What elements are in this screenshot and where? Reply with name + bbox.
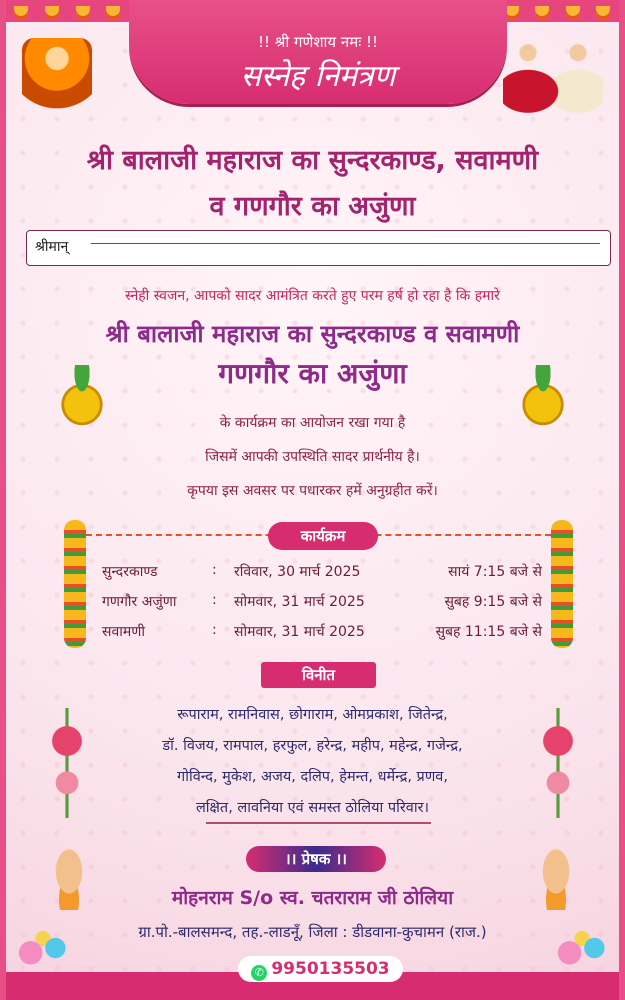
divider [206,822,431,824]
header-title: सस्नेह निमंत्रण [240,59,396,94]
marigold-garland [551,520,573,648]
program-date: सोमवार, 31 मार्च 2025 [234,624,365,640]
family-names [66,700,559,824]
names-line: डॉ. विजय, रामपाल, हरफुल, हरेन्द्र, महीप, महेन्द्र, गजेन्द्र, [162,738,463,754]
names-line: गोविन्द, मुकेश, अजय, दलिप, हेमन्त, धर्मेन्द्र, प्रणव, [177,769,448,785]
program-colon: : [212,622,217,638]
main-title [6,138,619,230]
whatsapp-icon: ✆ [251,965,267,981]
corner-flowers [551,924,613,972]
phone-number: 9950135503 [271,959,390,979]
program-time: सुबह 9:15 बजे से [444,594,542,610]
recipient-line [91,243,600,244]
vineet-heading: विनीत [261,662,376,688]
program-time: सायं 7:15 बजे से [448,564,542,580]
program-colon: : [212,592,217,608]
phone-contact[interactable] [238,956,403,982]
recipient-field[interactable] [26,230,611,266]
program-date: रविवार, 30 मार्च 2025 [234,564,361,580]
gangaur-couple-image [503,38,603,120]
recipient-label: श्रीमान् [35,239,69,255]
program-name: सवामणी [102,624,145,640]
program-name: सुन्दरकाण्ड [102,564,158,580]
sender-heading: ।। प्रेषक ।। [246,846,386,872]
hanuman-image [22,38,92,120]
program-colon: : [212,562,217,578]
sender-address: ग्रा.पो.-बालसमन्द, तह.-लाडनूँ, जिला : डीडवाना-कुचामन (राज.) [138,923,487,941]
invocation-text: !! श्री गणेशाय नमः !! [257,33,379,51]
names-line: लक्षित, लावनिया एवं समस्त ठोलिया परिवार। [195,800,430,816]
names-line: रूपाराम, रामनिवास, छोगाराम, ओमप्रकाश, जितेन्द्र, [177,707,448,723]
corner-flowers [12,924,74,972]
invitation-body [6,406,619,508]
program-name: गणगौर अजुंणा [102,594,177,610]
body-line: कृपया इस अवसर पर पधारकर हमें अनुग्रहीत करें। [187,483,438,499]
marigold-garland [64,520,86,648]
intro-text: स्नेही स्वजन, आपको सादर आमंत्रित करते हुए परम हर्ष हो रहा है कि हमारे [125,288,500,304]
event-title-line1: श्री बालाजी महाराज का सुन्दरकाण्ड व सवामणी [105,320,520,348]
sender-name: मोहनराम S/o स्व. चतराराम जी ठोलिया [171,887,454,909]
main-title-line2: व गणगौर का अजुंणा [209,191,416,222]
program-heading: कार्यक्रम [268,522,378,550]
main-title-line1: श्री बालाजी महाराज का सुन्दरकाण्ड, सवामणी [86,145,539,176]
body-line: के कार्यक्रम का आयोजन रखा गया है [219,415,406,431]
header-banner [129,0,507,104]
program-time: सुबह 11:15 बजे से [435,624,542,640]
program-date: सोमवार, 31 मार्च 2025 [234,594,365,610]
event-title-line2: गणगौर का अजुंणा [218,357,407,390]
body-line: जिसमें आपकी उपस्थिति सादर प्रार्थनीय है। [205,449,420,465]
